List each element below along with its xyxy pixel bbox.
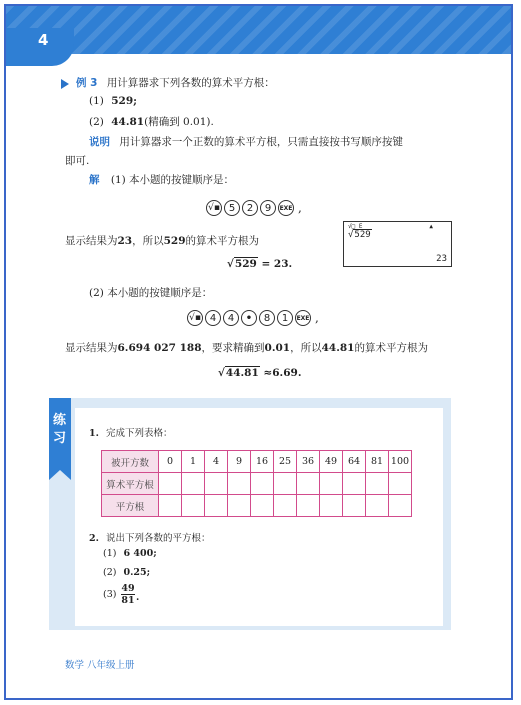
comma: , [315, 311, 319, 325]
digit-key: 5 [224, 200, 240, 216]
blank-cell[interactable] [389, 495, 412, 517]
part2-result-text [65, 340, 428, 355]
blank-cell[interactable] [228, 473, 251, 495]
text: ，所以 [290, 342, 322, 354]
item-label: (1) [89, 95, 104, 107]
part1-intro-text: (1) 本小题的按键顺序是： [110, 174, 235, 186]
question-number: 2. [89, 533, 99, 544]
q2-item-1 [103, 548, 157, 559]
table-row [102, 495, 412, 517]
page-footer: 数学 八年级上册 [65, 660, 135, 671]
page-number: 4 [38, 31, 49, 49]
note-label: 说明 [89, 136, 110, 148]
numerator: 49 [121, 583, 135, 594]
screen-result: 23 [436, 254, 447, 264]
table-cell: 9 [228, 451, 251, 473]
screen-mark-icon: ▲ [429, 223, 433, 230]
item-label: (1) [103, 548, 117, 559]
text: 显示结果为 [65, 235, 118, 247]
table-cell: 1 [182, 451, 205, 473]
blank-cell[interactable] [366, 495, 389, 517]
row-header: 被开方数 [102, 451, 159, 473]
digit-key: 2 [242, 200, 258, 216]
radicand: 44.81 [225, 367, 259, 379]
solution-part1-intro [89, 172, 234, 187]
item-value: 44.81 [111, 116, 145, 128]
note-line-1 [89, 134, 403, 149]
question-number: 1. [89, 428, 99, 439]
sqrt-key-icon: √▪ [206, 200, 222, 216]
question-text: 说出下列各数的平方根： [105, 533, 211, 544]
radicand: 529 [234, 258, 257, 270]
digit-key: 4 [223, 310, 239, 326]
blank-cell[interactable] [297, 495, 320, 517]
item-label: (2) [103, 567, 117, 578]
equation-rhs: ≈6.69. [259, 367, 302, 379]
text: 显示结果为 [65, 342, 118, 354]
note-line-2: 即可. [65, 155, 90, 167]
item-value: 6 400; [123, 548, 157, 559]
equation-rhs: = 23. [257, 258, 293, 270]
square-root-table [101, 450, 412, 517]
part2-key-sequence [187, 310, 319, 326]
blank-cell[interactable] [343, 473, 366, 495]
table-cell: 81 [366, 451, 389, 473]
blank-cell[interactable] [320, 495, 343, 517]
blank-cell[interactable] [366, 473, 389, 495]
digit-key: 4 [205, 310, 221, 326]
blank-cell[interactable] [228, 495, 251, 517]
digit-key: 9 [260, 200, 276, 216]
blank-cell[interactable] [320, 473, 343, 495]
blank-cell[interactable] [297, 473, 320, 495]
table-row [102, 451, 412, 473]
example-item-1 [89, 95, 137, 107]
note-text: 用计算器求一个正数的算术平方根，只需直接按书写顺序按键 [119, 136, 403, 148]
table-cell: 100 [389, 451, 412, 473]
table-cell: 4 [205, 451, 228, 473]
blank-cell[interactable] [205, 473, 228, 495]
blank-cell[interactable] [343, 495, 366, 517]
digit-key: 8 [259, 310, 275, 326]
blank-cell[interactable] [159, 473, 182, 495]
row-header: 平方根 [102, 495, 159, 517]
table-row [102, 473, 412, 495]
calculator-screen [343, 221, 452, 267]
exe-key-icon: EXE [295, 310, 311, 326]
part1-equation: √529 = 23. [227, 258, 293, 270]
table-cell: 25 [274, 451, 297, 473]
part1-result-text [65, 233, 259, 248]
blank-cell[interactable] [274, 473, 297, 495]
blank-cell[interactable] [274, 495, 297, 517]
question-text: 完成下列表格： [105, 428, 173, 439]
part2-equation: √44.81 ≈6.69. [218, 367, 302, 379]
example-intro: 用计算器求下列各数的算术平方根： [106, 77, 275, 89]
text: 的算术平方根为 [354, 342, 428, 354]
table-cell: 0 [159, 451, 182, 473]
row-header: 算术平方根 [102, 473, 159, 495]
blank-cell[interactable] [251, 495, 274, 517]
item-value: 0.25; [123, 567, 151, 578]
practice-q2 [89, 530, 210, 544]
header-band [6, 6, 511, 54]
part2-intro: (2) 本小题的按键顺序是： [89, 287, 213, 299]
blank-cell[interactable] [182, 495, 205, 517]
value: 23 [117, 235, 133, 247]
blank-cell[interactable] [251, 473, 274, 495]
example-item-2 [89, 114, 214, 129]
decimal-key-icon: • [241, 310, 257, 326]
item-note: (精确到 0.01). [144, 116, 214, 128]
text: 的算术平方根为 [185, 235, 260, 247]
practice-q1 [89, 425, 172, 439]
q2-item-3-fraction [121, 583, 135, 606]
table-cell: 49 [320, 451, 343, 473]
q2-item-2 [103, 567, 150, 578]
screen-expression: √529 [348, 230, 371, 240]
text: ，所以 [132, 235, 164, 247]
q2-item-3-label: (3) [103, 589, 117, 600]
blank-cell[interactable] [205, 495, 228, 517]
value: 6.694 027 188 [117, 342, 202, 354]
item-label: (2) [89, 116, 104, 128]
blank-cell[interactable] [389, 473, 412, 495]
example-label: 例 3 [76, 77, 98, 89]
screen-indicator: √□ E [348, 223, 363, 230]
value: 44.81 [321, 342, 355, 354]
blank-cell[interactable] [182, 473, 205, 495]
text: ，要求精确到 [201, 342, 265, 354]
q2-item-3-end: . [136, 592, 140, 603]
example-heading [76, 75, 275, 90]
value: 0.01 [264, 342, 291, 354]
screen-expression-value: 529 [354, 230, 371, 240]
table-cell: 64 [343, 451, 366, 473]
sqrt-key-icon: √▪ [187, 310, 203, 326]
solution-label: 解 [89, 174, 100, 186]
blank-cell[interactable] [159, 495, 182, 517]
denominator: 81 [121, 595, 135, 606]
value: 529 [163, 235, 186, 247]
item-value: 529; [111, 95, 138, 107]
practice-ribbon-label: 练习 [53, 413, 67, 446]
table-cell: 16 [251, 451, 274, 473]
example-marker-icon [61, 79, 69, 89]
part1-key-sequence [206, 200, 302, 216]
comma: , [298, 201, 302, 215]
table-cell: 36 [297, 451, 320, 473]
digit-key: 1 [277, 310, 293, 326]
exe-key-icon: EXE [278, 200, 294, 216]
